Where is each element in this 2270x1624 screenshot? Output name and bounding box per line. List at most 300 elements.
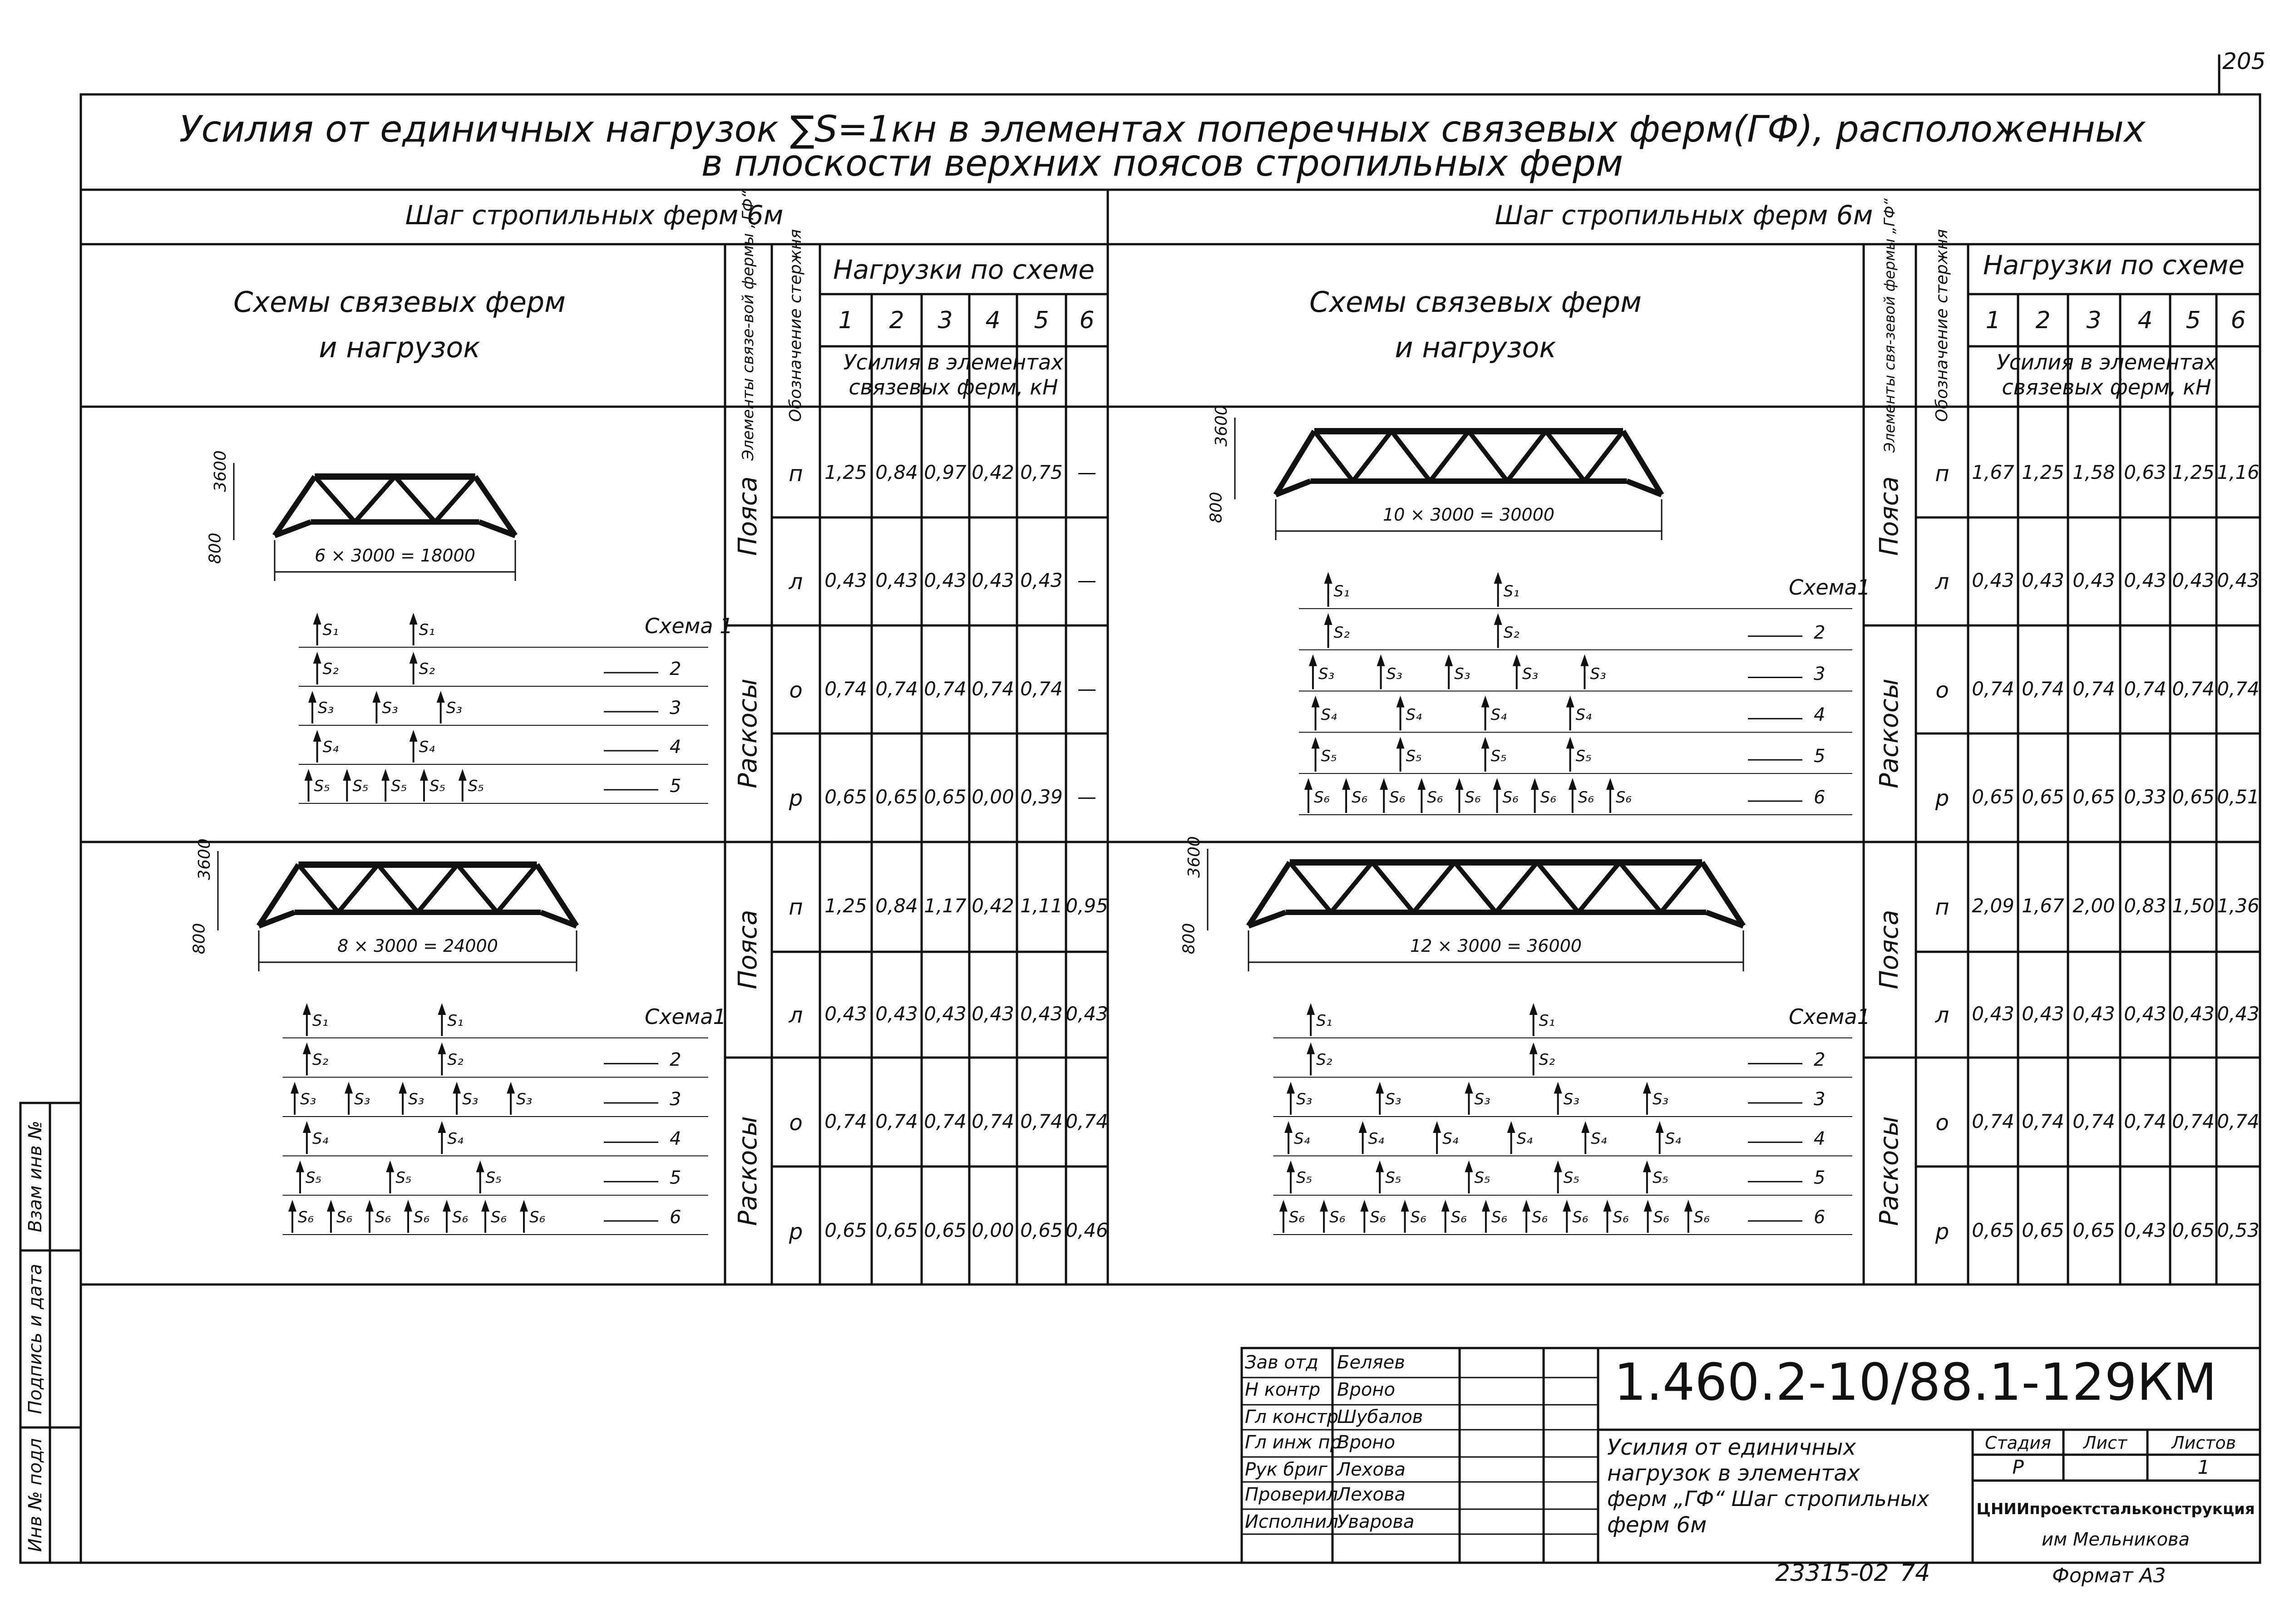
signatory-role: Гл инж пр [1245,1432,1342,1453]
truss-b-load-label: S₆ [414,1208,430,1226]
truss-b-load-arrow-head [507,1082,515,1093]
truss-c-load-arrow-head [1312,696,1320,708]
truss-a-scheme-number: 5 [670,776,681,797]
truss-d-load-label: S₆ [1613,1208,1629,1226]
truss-a-load-label: S₁ [419,621,435,639]
truss-d-diagonal [1537,862,1579,912]
truss-a-value: 0,65 [875,786,918,808]
truss-c-load-arrow-head [1304,778,1313,790]
stamp-signature-date: Подпись и дата [25,1264,46,1414]
truss-d-load-label: S₄ [1368,1129,1384,1148]
left-a-group-chords: Пояса [733,476,763,556]
truss-c-load-arrow-head [1513,655,1521,666]
truss-d-load-arrow-head [1643,1161,1651,1172]
truss-c-diagonal [1584,431,1623,481]
truss-b-value: 0,43 [1066,1003,1108,1025]
left-forces-head-1: Усилия в элементах [843,350,1064,374]
truss-d-load-label: S₃ [1474,1090,1490,1108]
truss-c-load-label: S₃ [1386,664,1402,683]
truss-c-load-arrow-head [1309,655,1317,666]
truss-d-value: 1,50 [2172,895,2215,917]
truss-b-load-label: S₂ [447,1051,464,1069]
truss-a-load-label: S₃ [382,699,398,717]
truss-d-load-arrow-head [1684,1200,1693,1211]
truss-c-load-label: S₅ [1575,747,1592,766]
doc-title-2: нагрузок в элементах [1607,1461,1860,1486]
truss-a-value: 0,74 [875,678,918,700]
truss-b-height-bottom: 800 [190,923,209,955]
left-load-col-5: 5 [1034,307,1049,334]
truss-b-load-label: S₅ [485,1169,502,1187]
truss-a-value: — [1077,678,1096,700]
truss-c-load-label: S₄ [1575,706,1592,724]
archive-number-2: 74 [1900,1560,1930,1587]
truss-d-load-arrow-head [1603,1200,1611,1211]
truss-b-value: 0,74 [1066,1110,1108,1132]
truss-b-load-arrow-head [288,1200,296,1211]
truss-b-value: 0,74 [875,1110,918,1132]
signatory-name: Уварова [1337,1511,1415,1532]
truss-b-load-label: S₃ [354,1090,370,1108]
truss-d-load-arrow-head [1656,1121,1664,1133]
truss-b-value: 0,95 [1066,895,1108,917]
right-forces-head-2: связевых ферм, кН [2002,375,2211,399]
truss-b-mark-о: о [789,1110,803,1136]
truss-c-value: 0,43 [2073,569,2115,591]
truss-a-load-label: S₅ [468,777,484,795]
truss-c-value: 0,74 [2124,678,2166,700]
truss-b-value: 0,65 [1020,1219,1063,1241]
truss-d-load-arrow-head [1441,1200,1450,1211]
stamp-inv-original: Инв № подл [25,1438,46,1552]
right-step-heading: Шаг стропильных ферм 6м [1495,200,1873,231]
truss-a-load-arrow-head [308,691,316,703]
truss-c-value: 1,67 [1972,461,2014,483]
truss-a-load-arrow-head [305,769,313,781]
doc-title-1: Усилия от единичных [1607,1435,1856,1460]
truss-b-load-label: S₃ [516,1090,533,1108]
truss-d-scheme-number: 2 [1814,1049,1826,1071]
truss-b-value: 0,84 [875,895,918,917]
truss-b-load-label: S₁ [447,1011,464,1030]
left-load-col-3: 3 [938,307,953,334]
truss-c-value: 1,25 [2172,461,2215,483]
truss-b-load-label: S₆ [452,1208,469,1226]
truss-d-diagonal [1331,862,1372,912]
truss-a-load-arrow-head [420,769,428,781]
truss-c-value: 0,51 [2217,786,2260,808]
truss-d-scheme-label: Схема1 [1789,1004,1870,1029]
truss-c-value: 1,58 [2073,461,2115,483]
truss-b-load-label: S₆ [491,1208,507,1226]
truss-c-load-label: S₆ [1389,788,1406,807]
truss-b-load-arrow-head [438,1121,446,1133]
truss-b-scheme-number: 2 [670,1049,681,1071]
page-title-line2: в плоскости верхних поясов стропильных ферм [701,142,1624,184]
truss-d-value: 0,74 [2172,1110,2215,1132]
truss-c-load-label: S₆ [1540,788,1556,807]
truss-a-load-label: S₃ [318,699,334,717]
truss-a-value: 0,74 [972,678,1014,700]
truss-d-value: 0,43 [2022,1003,2064,1025]
truss-c-load-arrow-head [1324,613,1332,625]
truss-d-value: 0,65 [2073,1219,2115,1241]
truss-c-load-label: S₄ [1321,706,1337,724]
truss-c-load-label: S₂ [1503,623,1520,642]
doc-title-4: ферм 6м [1607,1512,1707,1538]
truss-a-value: 0,75 [1020,461,1063,483]
truss-c-load-label: S₃ [1318,664,1335,683]
truss-d-load-arrow-head [1401,1200,1409,1211]
left-col-designation: Обозначение стержня [786,229,805,422]
truss-a-load-arrow-head [410,730,418,742]
truss-b-load-arrow-head [481,1200,489,1211]
truss-c-mark-р: р [1935,786,1949,811]
truss-b-value: 0,46 [1066,1219,1108,1241]
truss-a-scheme-number: 3 [670,698,681,718]
truss-c-value: 0,43 [2172,569,2215,591]
truss-d-load-label: S₅ [1296,1169,1313,1187]
truss-d-load-label: S₄ [1442,1129,1459,1148]
right-col-designation: Обозначение стержня [1933,229,1951,422]
truss-b-height-top: 3600 [195,838,214,880]
truss-a-load-label: S₅ [391,777,407,795]
truss-b-value: 0,74 [824,1110,867,1132]
truss-d-value: 2,09 [1972,895,2014,917]
truss-d-load-arrow-head [1554,1161,1562,1172]
truss-a-mark-л: л [789,569,803,595]
truss-c-load-arrow-head [1397,696,1405,708]
truss-c-scheme-number: 2 [1814,622,1826,643]
right-d-group-braces: Раскосы [1875,1116,1904,1226]
truss-c-value: 0,65 [2172,786,2215,808]
truss-d-scheme-number: 3 [1814,1089,1826,1110]
stage-value: Р [2012,1456,2024,1478]
truss-d-scheme-number: 6 [1814,1207,1826,1228]
truss-d-value: 0,65 [2022,1219,2064,1241]
truss-c-load-label: S₆ [1313,788,1330,807]
truss-b-value: 1,17 [924,895,967,917]
truss-b-load-arrow-head [296,1161,304,1172]
truss-b-value: 0,74 [924,1110,967,1132]
truss-a-value: 0,43 [924,569,967,591]
truss-c-value: 0,33 [2124,786,2166,808]
truss-d-load-label: S₂ [1539,1051,1555,1069]
truss-a-value: 0,65 [924,786,967,808]
truss-b-value: 0,65 [824,1219,867,1241]
truss-d-load-arrow-head [1287,1161,1295,1172]
truss-d-load-label: S₅ [1385,1169,1401,1187]
truss-b-load-arrow-head [303,1003,311,1015]
truss-c-load-label: S₆ [1465,788,1481,807]
truss-a-value: 0,43 [1020,569,1063,591]
truss-c-diagonal [1392,431,1430,481]
truss-c-load-arrow-head [1380,778,1388,790]
signatory-name: Беляев [1337,1352,1405,1373]
truss-d-diagonal [1620,862,1661,912]
truss-d-load-arrow-head [1433,1121,1441,1133]
truss-d-value: 0,74 [2124,1110,2166,1132]
truss-d-load-label: S₃ [1385,1090,1401,1108]
truss-d-load-arrow-head [1507,1121,1515,1133]
truss-c-value: 0,65 [2073,786,2115,808]
truss-d-value: 0,43 [2124,1219,2166,1241]
truss-d-load-label: S₅ [1652,1169,1669,1187]
signatory-name: Вроно [1337,1432,1395,1453]
truss-c-value: 0,43 [1972,569,2014,591]
truss-a-height-bottom: 800 [206,532,225,564]
truss-d-load-arrow-head [1581,1121,1589,1133]
truss-c-load-label: S₃ [1522,664,1538,683]
truss-c-diagonal [1353,431,1392,481]
truss-b-load-label: S₅ [306,1169,322,1187]
left-a-group-braces: Раскосы [733,679,763,788]
truss-d-load-arrow-head [1482,1200,1490,1211]
truss-b-scheme-number: 5 [670,1167,681,1189]
signatory-role: Н контр [1245,1379,1321,1400]
truss-c-scheme-number: 5 [1814,746,1826,767]
signatory-name: Шубалов [1337,1407,1423,1427]
truss-b-value: 0,43 [924,1003,967,1025]
truss-c-diagonal [1314,431,1353,481]
truss-a-load-arrow-head [372,691,380,703]
truss-d-load-arrow-head [1530,1043,1538,1054]
truss-b-load-arrow-head [327,1200,335,1211]
truss-c-load-label: S₆ [1578,788,1594,807]
truss-b-load-label: S₃ [300,1090,316,1108]
truss-c-value: 1,25 [2022,461,2064,483]
truss-d-load-arrow-head [1284,1121,1293,1133]
truss-c-load-arrow-head [1606,778,1614,790]
truss-d-diagonal [1455,862,1496,912]
truss-d-load-arrow-head [1287,1082,1295,1093]
truss-c-height-top: 3600 [1212,405,1231,447]
truss-b-load-arrow-head [476,1161,484,1172]
truss-a-load-label: S₂ [419,660,435,678]
truss-d-value: 0,83 [2124,895,2166,917]
truss-a-diagonal [435,477,475,522]
right-schemes-head-1: Схемы связевых ферм [1309,285,1642,319]
truss-d-scheme-number: 4 [1814,1128,1826,1149]
truss-c-diagonal [1507,431,1546,481]
truss-d-load-label: S₃ [1563,1090,1579,1108]
archive-number: 23315-02 [1775,1560,1889,1587]
truss-d-load-label: S₄ [1591,1129,1607,1148]
truss-c-load-label: S₅ [1406,747,1422,766]
truss-d-scheme-number: 5 [1814,1167,1826,1189]
truss-c-load-arrow-head [1580,655,1589,666]
truss-c-load-arrow-head [1493,778,1501,790]
left-load-col-6: 6 [1079,307,1095,334]
truss-d-load-label: S₄ [1665,1129,1681,1148]
truss-a-value: 0,00 [972,786,1014,808]
truss-c-load-label: S₄ [1406,706,1422,724]
truss-c-load-label: S₆ [1502,788,1519,807]
truss-b-diagonal [338,865,378,912]
truss-c-mark-о: о [1935,678,1949,703]
signatory-name: Лехова [1337,1484,1406,1505]
truss-d-value: 0,65 [2172,1219,2215,1241]
truss-b-load-label: S₆ [298,1208,314,1226]
right-load-col-5: 5 [2186,307,2201,334]
truss-c-value: 0,74 [1972,678,2014,700]
truss-a-load-arrow-head [343,769,351,781]
truss-b-scheme-number: 4 [670,1128,681,1149]
truss-b-load-arrow-head [438,1043,446,1054]
truss-c-scheme-number: 4 [1814,704,1826,726]
truss-d-value: 0,43 [2172,1003,2215,1025]
truss-a-value: 0,74 [1020,678,1063,700]
truss-a-load-label: S₅ [352,777,369,795]
truss-c-load-label: S₁ [1503,582,1520,600]
truss-a-load-arrow-head [410,613,418,625]
left-forces-head-2: связевых ферм, кН [849,375,1058,399]
truss-b-value: 0,65 [924,1219,967,1241]
left-step-heading: Шаг стропильных ферм 6м [405,200,784,231]
truss-b-diagonal [458,865,498,912]
left-b-group-chords: Пояса [733,910,763,989]
truss-b-load-arrow-head [399,1082,407,1093]
truss-b-load-label: S₃ [462,1090,479,1108]
truss-c-load-label: S₃ [1454,664,1471,683]
truss-d-mark-п: п [1935,895,1949,920]
right-load-col-1: 1 [1985,307,2001,334]
left-loads-head: Нагрузки по схеме [833,254,1095,285]
truss-b-value: 0,74 [972,1110,1014,1132]
truss-a-load-arrow-head [313,730,321,742]
truss-b-load-arrow-head [453,1082,461,1093]
truss-d-value: 0,43 [2217,1003,2260,1025]
truss-a-load-arrow-head [381,769,390,781]
page-number: 205 [2222,48,2266,74]
truss-d-mark-о: о [1935,1110,1949,1136]
truss-d-load-arrow-head [1563,1200,1571,1211]
truss-b-load-arrow-head [404,1200,412,1211]
truss-a-value: — [1077,786,1096,808]
truss-d-load-label: S₁ [1539,1011,1555,1030]
truss-b-scheme-number: 6 [670,1207,681,1228]
sheets-header: Листов [2171,1433,2236,1453]
truss-b-load-label: S₁ [312,1011,329,1030]
truss-d-load-arrow-head [1307,1043,1315,1054]
truss-c-value: 0,63 [2124,461,2166,483]
truss-d-value: 0,53 [2217,1219,2260,1241]
truss-d-load-arrow-head [1643,1082,1651,1093]
truss-c-load-arrow-head [1417,778,1426,790]
truss-d-load-arrow-head [1320,1200,1328,1211]
right-schemes-head-2: и нагрузок [1395,331,1556,364]
truss-c-span-label: 10 × 3000 = 30000 [1383,505,1554,525]
truss-d-load-label: S₄ [1294,1129,1310,1148]
truss-b-load-arrow-head [345,1082,353,1093]
truss-d-load-arrow-head [1554,1082,1562,1093]
truss-c-value: 0,43 [2022,569,2064,591]
truss-a-value: 0,39 [1020,786,1063,808]
truss-c-diagonal [1430,431,1469,481]
truss-a-value: 0,74 [924,678,967,700]
truss-c-load-label: S₆ [1427,788,1443,807]
truss-a-mark-р: р [789,786,803,811]
sheet-header: Лист [2083,1433,2127,1453]
truss-c-load-arrow-head [1494,572,1502,584]
truss-d-load-label: S₆ [1491,1208,1508,1226]
truss-a-load-label: S₅ [314,777,330,795]
truss-d-load-label: S₄ [1516,1129,1533,1148]
truss-b-load-label: S₆ [529,1208,546,1226]
truss-b-mark-п: п [789,895,803,920]
truss-b-load-arrow-head [365,1200,374,1211]
truss-d-value: 2,00 [2073,895,2115,917]
truss-c-load-arrow-head [1566,737,1574,748]
truss-a-value: 0,74 [824,678,867,700]
truss-a-load-arrow-head [410,652,418,664]
truss-b-load-arrow-head [303,1121,311,1133]
truss-a-value: — [1077,461,1096,483]
stamp-replaces-inv: Взам инв № [25,1120,46,1233]
truss-a-diagonal [315,477,355,522]
truss-b-load-label: S₆ [375,1208,391,1226]
truss-c-load-arrow-head [1455,778,1463,790]
right-load-col-2: 2 [2035,307,2051,334]
signatory-role: Гл констр [1245,1407,1339,1427]
truss-b-load-arrow-head [303,1043,311,1054]
right-c-group-braces: Раскосы [1875,679,1904,788]
truss-d-diagonal [1579,862,1620,912]
truss-c-value: 0,74 [2172,678,2215,700]
truss-c-load-arrow-head [1445,655,1453,666]
truss-b-load-label: S₅ [395,1169,412,1187]
truss-a-load-label: S₂ [322,660,339,678]
truss-c-load-label: S₅ [1490,747,1507,766]
truss-c-scheme-label: Схема1 [1789,575,1870,600]
truss-d-height-top: 3600 [1184,836,1204,878]
truss-c-load-arrow-head [1494,613,1502,625]
left-load-col-2: 2 [889,307,904,334]
page-title-line1: Усилия от единичных нагрузок ∑S=1кн в элементах поперечных связевых ферм(ГФ), расположенных [179,108,2146,150]
truss-a-value: 0,65 [824,786,867,808]
left-schemes-head-1: Схемы связевых ферм [233,285,566,319]
truss-a-height-top: 3600 [211,450,230,492]
truss-c-load-arrow-head [1569,778,1577,790]
truss-b-load-label: S₄ [447,1129,464,1148]
truss-c-scheme-number: 6 [1814,787,1826,808]
truss-a-mark-о: о [789,678,803,703]
signatory-role: Рук бриг [1245,1459,1327,1480]
truss-b-diagonal [418,865,458,912]
truss-b-value: 1,25 [824,895,867,917]
truss-c-load-arrow-head [1324,572,1332,584]
truss-b-load-label: S₂ [312,1051,329,1069]
truss-a-span-label: 6 × 3000 = 18000 [315,546,475,566]
sheets-value: 1 [2197,1456,2210,1478]
left-col-elements: Элементы связе-вой фермы „ГФ“ [739,190,757,461]
signatory-name: Лехова [1337,1459,1406,1480]
truss-b-mark-л: л [789,1003,803,1028]
truss-c-load-arrow-head [1481,737,1490,748]
truss-c-load-label: S₂ [1333,623,1350,642]
truss-d-load-arrow-head [1644,1200,1652,1211]
truss-d-load-label: S₃ [1652,1090,1669,1108]
truss-d-load-arrow-head [1522,1200,1530,1211]
truss-c-scheme-number: 3 [1814,663,1826,684]
truss-c-diagonal [1469,431,1507,481]
truss-d-load-label: S₂ [1316,1051,1332,1069]
organization-subname: им Мельникова [2041,1529,2190,1550]
truss-c-value: 1,16 [2217,461,2260,483]
truss-d-load-label: S₆ [1653,1208,1669,1226]
truss-c-load-arrow-head [1377,655,1385,666]
truss-d-diagonal [1661,862,1702,912]
